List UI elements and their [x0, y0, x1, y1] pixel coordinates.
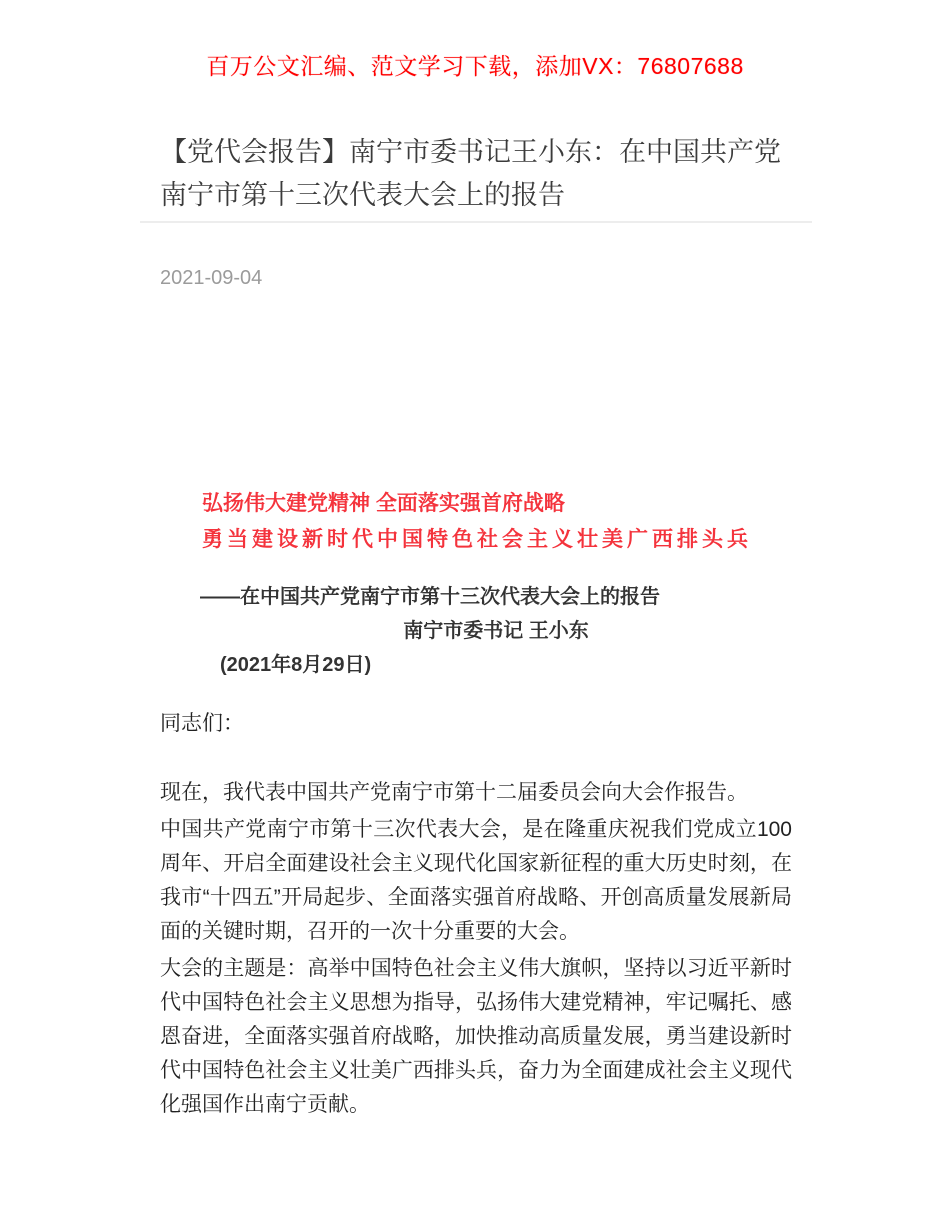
page-title: 【党代会报告】南宁市委书记王小东：在中国共产党南宁市第十三次代表大会上的报告: [160, 137, 781, 210]
headline-line-2: 勇当建设新时代中国特色社会主义壮美广西排头兵: [202, 528, 752, 551]
headline-line-1: 弘扬伟大建党精神 全面落实强首府战略: [202, 492, 565, 515]
publish-date: 2021-09-04: [160, 267, 263, 289]
promo-banner-link[interactable]: 百万公文汇编、范文学习下载，添加VX：76807688: [206, 53, 744, 79]
title-divider: [140, 221, 812, 223]
paragraph-2: 中国共产党南宁市第十三次代表大会，是在隆重庆祝我们党成立100周年、开启全面建设社会主义现代化国家新征程的重大历史时刻，在我市“十四五”开局起步、全面落实强首府战略、开创高质量发展新局面的关键时期，召开的一次十分重要的大会。: [160, 818, 792, 943]
paragraph-1: 现在，我代表中国共产党南宁市第十二届委员会向大会作报告。: [160, 781, 748, 804]
document-body: [140, 486, 812, 1122]
article: [140, 131, 812, 1122]
paragraph-3: 大会的主题是：高举中国特色社会主义伟大旗帜，坚持以习近平新时代中国特色社会主义思想为指导，弘扬伟大建党精神，牢记嘱托、感恩奋进，全面落实强首府战略，加快推动高质量发展，勇当建设新时代中国特色社会主义壮美广西排头兵，奋力为全面建成社会主义现代化强国作出南宁贡献。: [160, 957, 792, 1116]
report-subtitle: ——在中国共产党南宁市第十三次代表大会上的报告: [200, 586, 660, 608]
salutation: 同志们：: [160, 712, 244, 735]
report-author: 南宁市委书记 王小东: [403, 620, 589, 642]
report-speech-date: (2021年8月29日): [220, 654, 372, 676]
promo-banner: [0, 0, 950, 81]
